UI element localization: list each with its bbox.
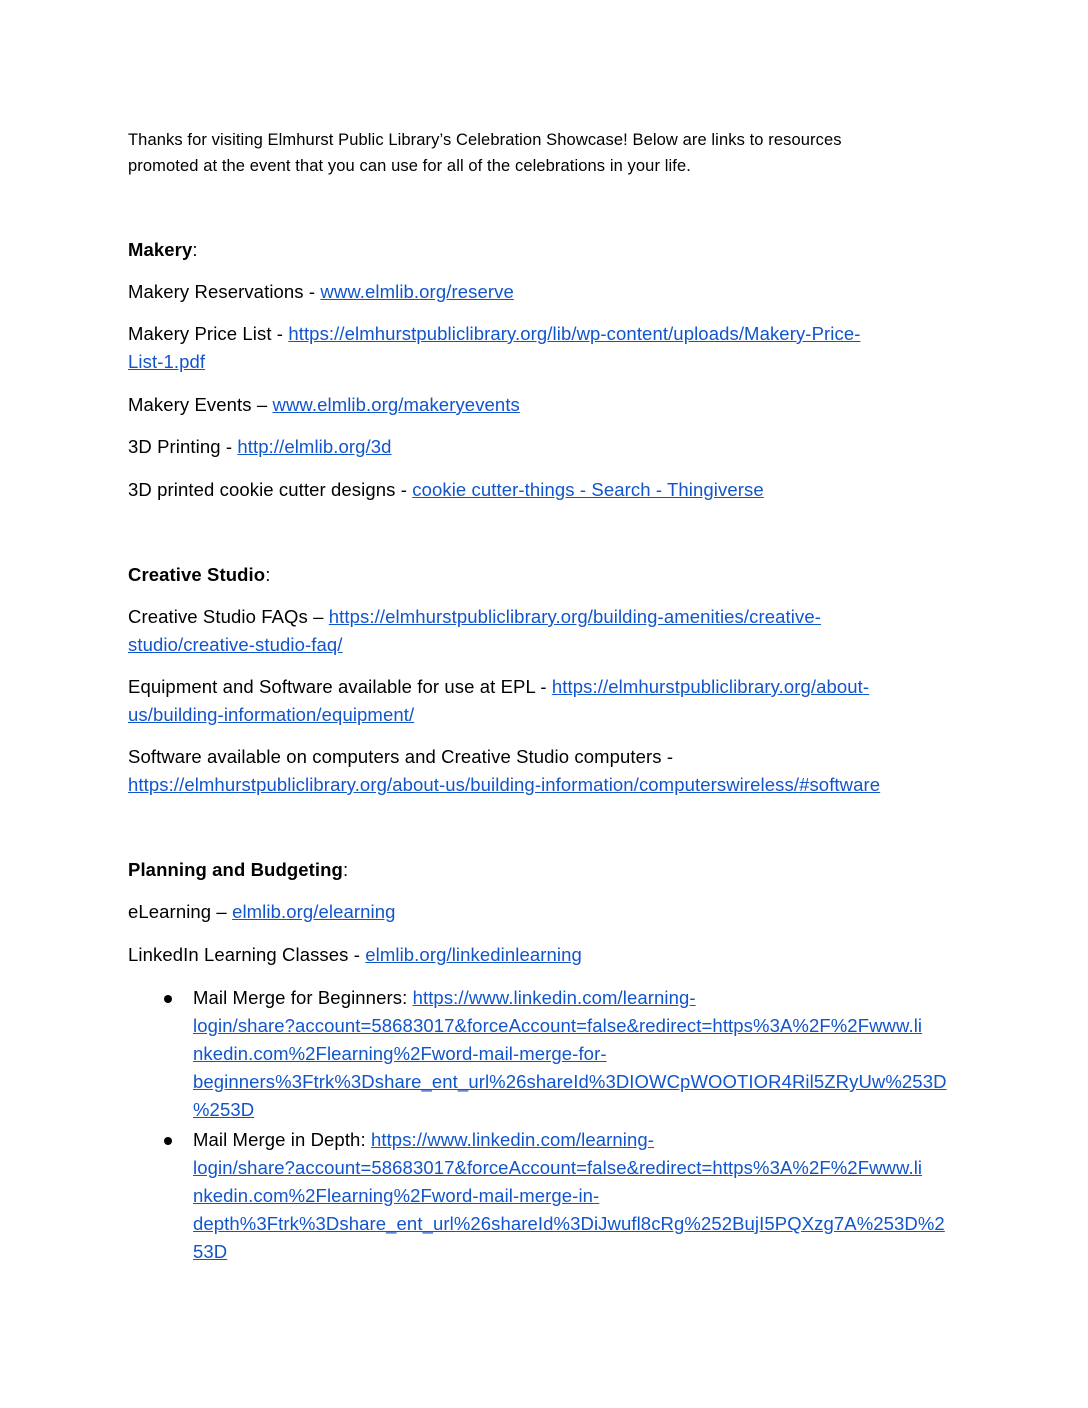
linkedin-learning-row: LinkedIn Learning Classes - elmlib.org/linkedinlearning [128,944,582,965]
creative-faq-row: Creative Studio FAQs – https://elmhurstpubliclibrary.org/building-amenities/creative- [128,606,821,627]
mail-merge-depth-link-cont[interactable]: login/share?account=58683017&forceAccount=false&redirect=https%3A%2F%2Fwww.li [193,1157,923,1178]
makery-events-link[interactable]: www.elmlib.org/makeryevents [272,394,520,415]
mail-merge-depth-link-cont[interactable]: 53D [193,1241,228,1262]
software-row: Software available on computers and Creative Studio computers - [128,746,674,767]
equipment-link-cont[interactable]: us/building-information/equipment/ [128,704,415,725]
equipment-row: Equipment and Software available for use at EPL - https://elmhurstpubliclibrary.org/about- [128,676,870,697]
makery-events-row: Makery Events – www.elmlib.org/makeryevents [128,394,520,415]
mail-merge-beginners-link-cont[interactable]: %253D [193,1099,255,1120]
intro-line-2: promoted at the event that you can use for all of the celebrations in your life. [128,157,691,175]
linkedin-learning-link[interactable]: elmlib.org/linkedinlearning [365,944,582,965]
creative-faq-link[interactable]: https://elmhurstpubliclibrary.org/building-amenities/creative- [328,606,821,627]
bullet-icon [164,1137,172,1145]
creative-studio-heading: Creative Studio: [128,564,271,585]
mail-merge-depth-link-cont[interactable]: depth%3Ftrk%3Dshare_ent_url%26shareId%3DiJwufl8cRg%252BujI5PQXzg7A%253D%2 [193,1213,945,1234]
mail-merge-depth-row: Mail Merge in Depth: https://www.linkedin.com/learning- [193,1129,655,1150]
makery-price-list-link-cont[interactable]: List-1.pdf [128,351,206,372]
mail-merge-beginners-link[interactable]: https://www.linkedin.com/learning- [412,987,696,1008]
makery-reservations-row: Makery Reservations - www.elmlib.org/reserve [128,281,514,302]
cookie-cutter-row: 3D printed cookie cutter designs - cookie cutter-things - Search - Thingiverse [128,479,764,500]
makery-price-list-row: Makery Price List - https://elmhurstpubliclibrary.org/lib/wp-content/uploads/Makery-Price- [128,323,861,344]
intro-line-1: Thanks for visiting Elmhurst Public Library’s Celebration Showcase! Below are links to resources [128,131,842,149]
elearning-link[interactable]: elmlib.org/elearning [232,901,396,922]
mail-merge-beginners-row: Mail Merge for Beginners: https://www.linkedin.com/learning- [193,987,696,1008]
mail-merge-beginners-link-cont[interactable]: nkedin.com%2Flearning%2Fword-mail-merge-for- [193,1043,607,1064]
bullet-icon [164,995,172,1003]
makery-reservations-link[interactable]: www.elmlib.org/reserve [320,281,514,302]
mail-merge-depth-link-cont[interactable]: nkedin.com%2Flearning%2Fword-mail-merge-in- [193,1185,600,1206]
3d-printing-row: 3D Printing - http://elmlib.org/3d [128,436,392,457]
cookie-cutter-link[interactable]: cookie cutter-things - Search - Thingiverse [412,479,764,500]
mail-merge-depth-link[interactable]: https://www.linkedin.com/learning- [370,1129,655,1150]
makery-price-list-link[interactable]: https://elmhurstpubliclibrary.org/lib/wp-content/uploads/Makery-Price- [288,323,861,344]
mail-merge-beginners-link-cont[interactable]: beginners%3Ftrk%3Dshare_ent_url%26shareId%3DIOWCpWOOTIOR4Ril5ZRyUw%253D [193,1071,947,1092]
elearning-row: eLearning – elmlib.org/elearning [128,901,396,922]
software-link[interactable]: https://elmhurstpubliclibrary.org/about-us/building-information/computerswireless/#software [128,774,881,795]
creative-faq-link-cont[interactable]: studio/creative-studio-faq/ [128,634,343,655]
equipment-link[interactable]: https://elmhurstpubliclibrary.org/about- [551,676,870,697]
mail-merge-beginners-link-cont[interactable]: login/share?account=58683017&forceAccount=false&redirect=https%3A%2F%2Fwww.li [193,1015,923,1036]
3d-printing-link[interactable]: http://elmlib.org/3d [237,436,392,457]
makery-heading: Makery: [128,239,198,260]
planning-heading: Planning and Budgeting: [128,859,349,880]
